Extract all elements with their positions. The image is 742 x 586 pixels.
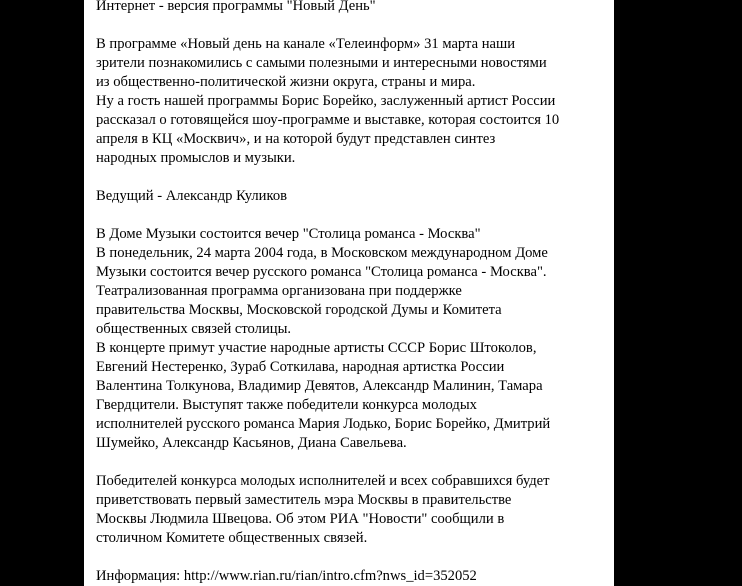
- text-line: В программе «Новый день на канале «Телеинформ» 31 марта наши: [96, 36, 516, 52]
- document-header: Интернет - версия программы "Новый День": [96, 0, 376, 14]
- text-line: Гвердцители. Выступят также победители конкурса молодых: [96, 397, 477, 413]
- text-line: Ведущий - Александр Куликов: [96, 188, 288, 204]
- paragraph-spacer: [96, 453, 608, 472]
- text-line: приветствовать первый заместитель мэра Москвы в правительстве: [96, 492, 512, 508]
- paragraph-spacer: [96, 16, 608, 35]
- paragraph-program-news: [96, 35, 608, 168]
- text-line: из общественно-политической жизни округа, страны и мира.: [96, 74, 476, 90]
- text-line: апреля в КЦ «Москвич», и на которой будут представлен синтез: [96, 131, 496, 147]
- text-line: Шумейко, Александр Касьянов, Диана Савельева.: [96, 435, 407, 451]
- paragraph-winners: [96, 472, 608, 548]
- text-line: Победителей конкурса молодых исполнителей и всех собравшихся будет: [96, 473, 550, 489]
- text-line: столичном Комитете общественных связей.: [96, 530, 368, 546]
- text-line: В Доме Музыки состоится вечер "Столица романса - Москва": [96, 226, 481, 242]
- text-line: народных промыслов и музыки.: [96, 150, 296, 166]
- info-source-line: Информация: http://www.rian.ru/rian/intro.cfm?nws_id=352052: [96, 568, 477, 584]
- text-line: Музыки состоится вечер русского романса "Столица романса - Москва".: [96, 264, 547, 280]
- text-line: Валентина Толкунова, Владимир Девятов, Александр Малинин, Тамара: [96, 378, 543, 394]
- text-line: Москвы Людмила Швецова. Об этом РИА "Новости" сообщили в: [96, 511, 505, 527]
- text-line: В понедельник, 24 марта 2004 года, в Московском международном Доме: [96, 245, 548, 261]
- paragraph-spacer: [96, 548, 608, 567]
- text-line: Ну а гость нашей программы Борис Борейко, заслуженный артист России: [96, 93, 556, 109]
- paragraph-host: [96, 187, 608, 206]
- text-line: Евгений Нестеренко, Зураб Соткилава, народная артистка России: [96, 359, 505, 375]
- text-line: общественных связей столицы.: [96, 321, 292, 337]
- paragraph-spacer: [96, 168, 608, 187]
- text-line: исполнителей русского романса Мария Лодько, Борис Борейко, Дмитрий: [96, 416, 551, 432]
- text-line: зрители познакомились с самыми полезными и интересными новостями: [96, 55, 547, 71]
- text-line: Театрализованная программа организована при поддержке: [96, 283, 462, 299]
- text-line: В концерте примут участие народные артисты СССР Борис Штоколов,: [96, 340, 537, 356]
- paragraph-house-of-music: [96, 225, 608, 453]
- document-content: [96, 0, 608, 586]
- paragraph-info-source: [96, 567, 608, 586]
- text-line: рассказал о готовящейся шоу-программе и выставке, которая состоится 10: [96, 112, 560, 128]
- paragraph-spacer: [96, 206, 608, 225]
- text-line: правительства Москвы, Московской городской Думы и Комитета: [96, 302, 502, 318]
- document-page: [84, 0, 614, 586]
